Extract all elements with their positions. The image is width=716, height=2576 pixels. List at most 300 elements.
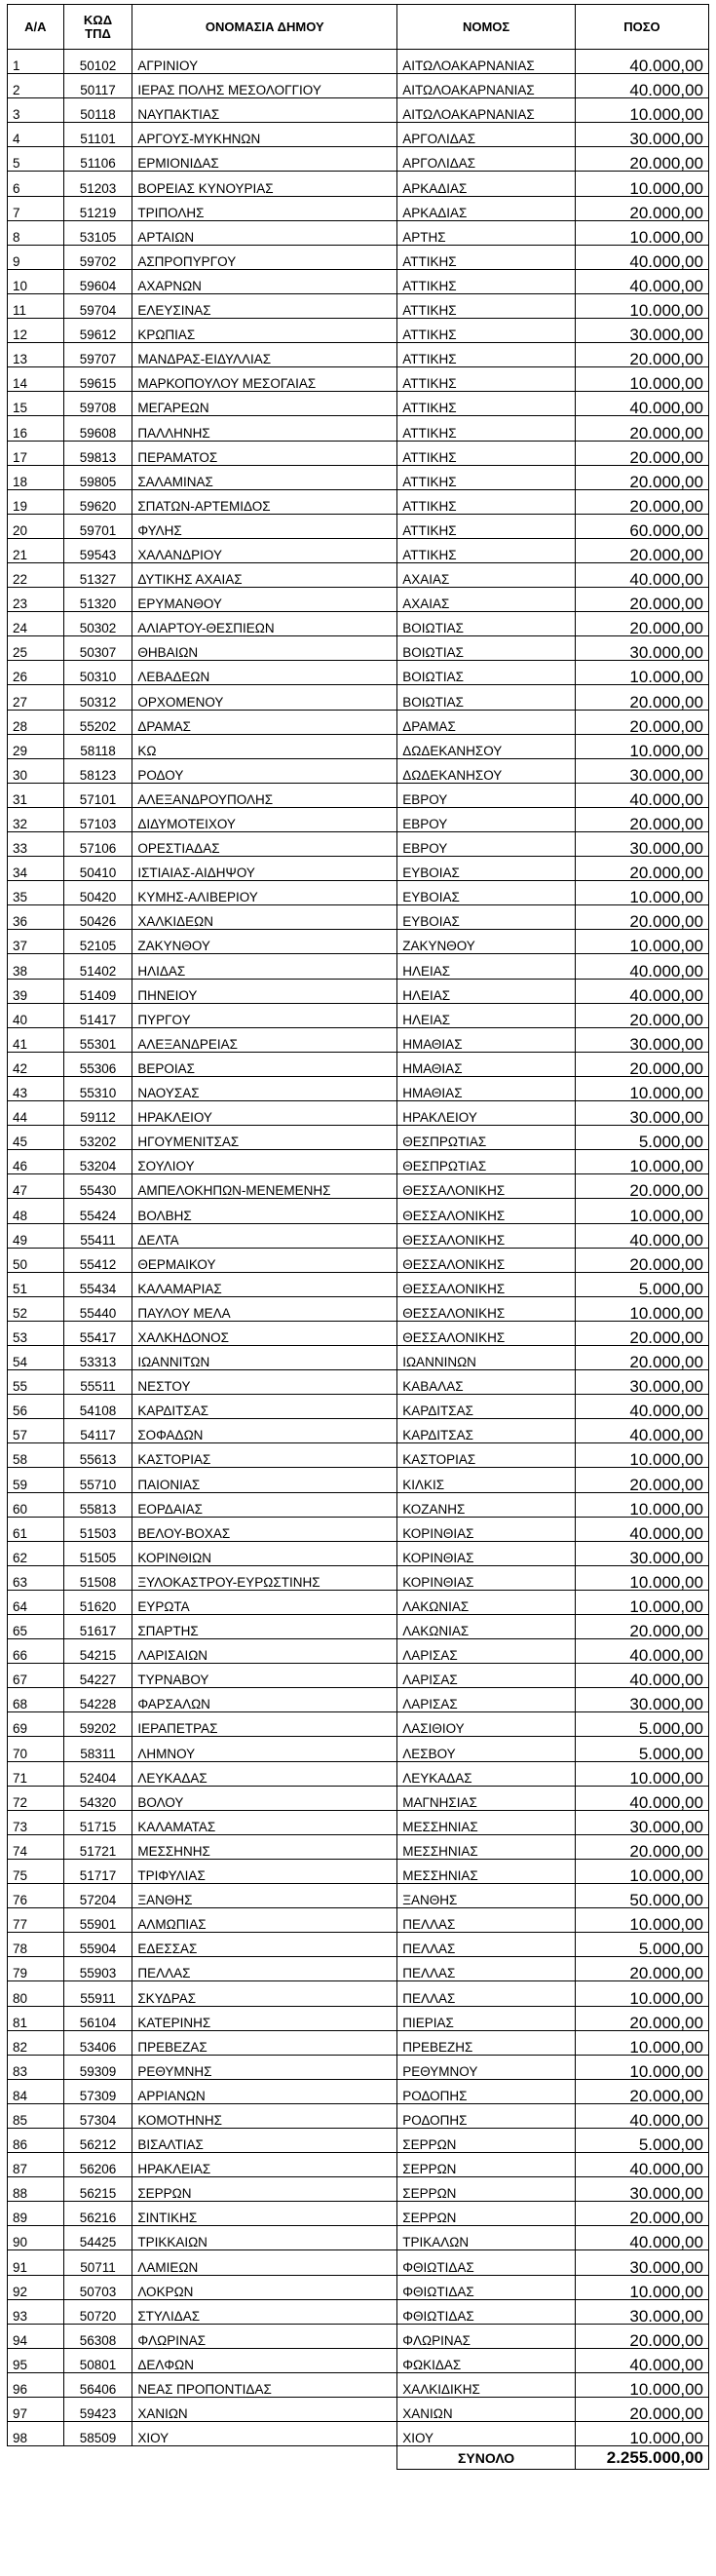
row-index: 9 <box>8 245 64 269</box>
table-row <box>8 905 709 930</box>
table-row <box>8 1345 709 1369</box>
row-municipality: ΑΓΡΙΝΙΟΥ <box>132 50 397 74</box>
row-index: 16 <box>8 416 64 441</box>
row-code: 59423 <box>63 2398 132 2422</box>
row-index: 92 <box>8 2275 64 2299</box>
row-municipality: ΤΡΙΦΥΛΙΑΣ <box>132 1859 397 1883</box>
table-row <box>8 1786 709 1810</box>
row-municipality: ΧΙΟΥ <box>132 2422 397 2446</box>
table-row <box>8 2324 709 2348</box>
row-municipality: ΙΩΑΝΝΙΤΩΝ <box>132 1345 397 1369</box>
table-row <box>8 441 709 465</box>
row-prefecture: ΕΒΡΟΥ <box>397 807 576 831</box>
row-municipality: ΘΗΒΑΙΩΝ <box>132 636 397 661</box>
row-index: 10 <box>8 269 64 293</box>
row-prefecture: ΞΑΝΘΗΣ <box>397 1884 576 1908</box>
row-code: 51402 <box>63 954 132 979</box>
row-municipality: ΧΑΛΑΝΔΡΙΟΥ <box>132 538 397 562</box>
row-prefecture: ΜΕΣΣΗΝΙΑΣ <box>397 1810 576 1834</box>
row-prefecture: ΚΙΛΚΙΣ <box>397 1468 576 1492</box>
row-municipality: ΑΛΕΞΑΝΔΡΟΥΠΟΛΗΣ <box>132 783 397 807</box>
table-row <box>8 245 709 269</box>
row-municipality: ΚΟΡΙΝΘΙΩΝ <box>132 1541 397 1565</box>
row-amount: 5.000,00 <box>575 1272 708 1296</box>
row-index: 14 <box>8 367 64 392</box>
row-amount: 10.000,00 <box>575 367 708 392</box>
row-index: 5 <box>8 147 64 172</box>
row-prefecture: ΦΘΙΩΤΙΔΑΣ <box>397 2250 576 2275</box>
row-municipality: ΧΑΛΚΗΔΟΝΟΣ <box>132 1321 397 1345</box>
row-municipality: ΑΛΙΑΡΤΟΥ-ΘΕΣΠΙΕΩΝ <box>132 612 397 636</box>
row-amount: 10.000,00 <box>575 661 708 685</box>
row-code: 51715 <box>63 1810 132 1834</box>
row-amount: 10.000,00 <box>575 2275 708 2299</box>
row-code: 51503 <box>63 1517 132 1541</box>
row-code: 51101 <box>63 123 132 147</box>
row-prefecture: ΑΡΚΑΔΙΑΣ <box>397 172 576 196</box>
row-amount: 20.000,00 <box>575 2006 708 2030</box>
table-row <box>8 367 709 392</box>
row-amount: 10.000,00 <box>575 2372 708 2397</box>
row-amount: 5.000,00 <box>575 1126 708 1150</box>
row-prefecture: ΑΤΤΙΚΗΣ <box>397 538 576 562</box>
row-index: 39 <box>8 979 64 1003</box>
row-municipality: ΦΛΩΡΙΝΑΣ <box>132 2324 397 2348</box>
row-municipality: ΞΥΛΟΚΑΣΤΡΟΥ-ΕΥΡΩΣΤΙΝΗΣ <box>132 1565 397 1590</box>
row-municipality: ΛΕΒΑΔΕΩΝ <box>132 661 397 685</box>
row-municipality: ΣΚΥΔΡΑΣ <box>132 1981 397 2006</box>
row-municipality: ΛΟΚΡΩΝ <box>132 2275 397 2299</box>
row-amount: 40.000,00 <box>575 1223 708 1248</box>
table-row <box>8 1174 709 1199</box>
row-index: 8 <box>8 220 64 245</box>
table-row <box>8 636 709 661</box>
row-municipality: ΠΡΕΒΕΖΑΣ <box>132 2030 397 2055</box>
row-code: 51717 <box>63 1859 132 1883</box>
row-code: 59707 <box>63 343 132 367</box>
row-code: 53406 <box>63 2030 132 2055</box>
table-row <box>8 489 709 514</box>
row-prefecture: ΒΟΙΩΤΙΑΣ <box>397 636 576 661</box>
row-index: 54 <box>8 1345 64 1369</box>
row-amount: 20.000,00 <box>575 2079 708 2103</box>
row-index: 96 <box>8 2372 64 2397</box>
row-index: 58 <box>8 1443 64 1468</box>
row-prefecture: ΗΡΑΚΛΕΙΟΥ <box>397 1101 576 1126</box>
row-amount: 10.000,00 <box>575 1492 708 1517</box>
row-municipality: ΛΑΡΙΣΑΙΩΝ <box>132 1639 397 1664</box>
row-municipality: ΛΕΥΚΑΔΑΣ <box>132 1761 397 1786</box>
row-amount: 30.000,00 <box>575 123 708 147</box>
row-code: 53313 <box>63 1345 132 1369</box>
row-municipality: ΒΙΣΑΛΤΙΑΣ <box>132 2128 397 2152</box>
row-code: 50410 <box>63 857 132 881</box>
row-municipality: ΙΕΡΑΠΕΤΡΑΣ <box>132 1712 397 1737</box>
table-row <box>8 881 709 905</box>
row-amount: 40.000,00 <box>575 1786 708 1810</box>
row-code: 56104 <box>63 2006 132 2030</box>
row-municipality: ΒΕΡΟΙΑΣ <box>132 1052 397 1076</box>
table-row <box>8 1565 709 1590</box>
table-row <box>8 465 709 489</box>
row-index: 3 <box>8 98 64 123</box>
table-row <box>8 1126 709 1150</box>
row-prefecture: ΦΘΙΩΤΙΔΑΣ <box>397 2275 576 2299</box>
row-municipality: ΝΑΥΠΑΚΤΙΑΣ <box>132 98 397 123</box>
row-municipality: ΔΡΑΜΑΣ <box>132 710 397 734</box>
row-index: 23 <box>8 588 64 612</box>
table-row <box>8 50 709 74</box>
row-index: 44 <box>8 1101 64 1126</box>
row-municipality: ΑΡΡΙΑΝΩΝ <box>132 2079 397 2103</box>
row-municipality: ΜΕΓΑΡΕΩΝ <box>132 392 397 416</box>
row-index: 87 <box>8 2153 64 2177</box>
row-prefecture: ΗΛΕΙΑΣ <box>397 1003 576 1027</box>
row-index: 45 <box>8 1126 64 1150</box>
row-index: 50 <box>8 1248 64 1272</box>
row-prefecture: ΑΤΤΙΚΗΣ <box>397 245 576 269</box>
table-row <box>8 1810 709 1834</box>
table-row <box>8 661 709 685</box>
row-municipality: ΜΑΝΔΡΑΣ-ΕΙΔΥΛΛΙΑΣ <box>132 343 397 367</box>
row-amount: 20.000,00 <box>575 2324 708 2348</box>
row-code: 50312 <box>63 685 132 710</box>
table-row <box>8 2006 709 2030</box>
row-amount: 10.000,00 <box>575 220 708 245</box>
row-municipality: ΣΠΑΡΤΗΣ <box>132 1615 397 1639</box>
row-prefecture: ΑΤΤΙΚΗΣ <box>397 465 576 489</box>
row-prefecture: ΗΜΑΘΙΑΣ <box>397 1052 576 1076</box>
row-amount: 30.000,00 <box>575 758 708 783</box>
row-municipality: ΣΟΦΑΔΩΝ <box>132 1419 397 1443</box>
row-code: 59702 <box>63 245 132 269</box>
row-amount: 20.000,00 <box>575 1321 708 1345</box>
row-index: 35 <box>8 881 64 905</box>
row-amount: 20.000,00 <box>575 588 708 612</box>
row-prefecture: ΑΤΤΙΚΗΣ <box>397 319 576 343</box>
row-code: 59112 <box>63 1101 132 1126</box>
row-prefecture: ΛΕΣΒΟΥ <box>397 1737 576 1761</box>
row-amount: 40.000,00 <box>575 1639 708 1664</box>
row-code: 56308 <box>63 2324 132 2348</box>
row-amount: 40.000,00 <box>575 1664 708 1688</box>
row-prefecture: ΘΕΣΣΑΛΟΝΙΚΗΣ <box>397 1223 576 1248</box>
row-amount: 20.000,00 <box>575 416 708 441</box>
row-code: 50102 <box>63 50 132 74</box>
row-amount: 40.000,00 <box>575 269 708 293</box>
row-municipality: ΣΤΥΛΙΔΑΣ <box>132 2299 397 2324</box>
row-index: 36 <box>8 905 64 930</box>
row-prefecture: ΚΑΣΤΟΡΙΑΣ <box>397 1443 576 1468</box>
table-row <box>8 2202 709 2226</box>
row-municipality: ΧΑΝΙΩΝ <box>132 2398 397 2422</box>
row-amount: 20.000,00 <box>575 1957 708 1981</box>
row-index: 25 <box>8 636 64 661</box>
table-row <box>8 1859 709 1883</box>
row-amount: 50.000,00 <box>575 1884 708 1908</box>
row-amount: 20.000,00 <box>575 1468 708 1492</box>
row-prefecture: ΑΙΤΩΛΟΑΚΑΡΝΑΝΙΑΣ <box>397 50 576 74</box>
row-municipality: ΚΑΣΤΟΡΙΑΣ <box>132 1443 397 1468</box>
row-prefecture: ΑΧΑΙΑΣ <box>397 588 576 612</box>
row-prefecture: ΑΧΑΙΑΣ <box>397 562 576 587</box>
row-prefecture: ΘΕΣΠΡΩΤΙΑΣ <box>397 1126 576 1150</box>
row-prefecture: ΑΡΓΟΛΙΔΑΣ <box>397 123 576 147</box>
row-municipality: ΒΟΛΟΥ <box>132 1786 397 1810</box>
table-row <box>8 2055 709 2079</box>
row-index: 60 <box>8 1492 64 1517</box>
row-code: 58123 <box>63 758 132 783</box>
row-index: 62 <box>8 1541 64 1565</box>
row-municipality: ΕΡΥΜΑΝΘΟΥ <box>132 588 397 612</box>
row-amount: 10.000,00 <box>575 2055 708 2079</box>
row-code: 50720 <box>63 2299 132 2324</box>
row-code: 51320 <box>63 588 132 612</box>
row-index: 59 <box>8 1468 64 1492</box>
row-municipality: ΟΡΕΣΤΙΑΔΑΣ <box>132 832 397 857</box>
row-code: 52105 <box>63 930 132 954</box>
row-amount: 40.000,00 <box>575 1395 708 1419</box>
row-amount: 20.000,00 <box>575 1174 708 1199</box>
row-index: 51 <box>8 1272 64 1296</box>
row-municipality: ΒΟΡΕΙΑΣ ΚΥΝΟΥΡΙΑΣ <box>132 172 397 196</box>
row-municipality: ΕΟΡΔΑΙΑΣ <box>132 1492 397 1517</box>
row-code: 59813 <box>63 441 132 465</box>
table-row <box>8 1199 709 1223</box>
row-code: 50117 <box>63 74 132 98</box>
row-municipality: ΕΛΕΥΣΙΝΑΣ <box>132 293 397 318</box>
row-municipality: ΧΑΛΚΙΔΕΩΝ <box>132 905 397 930</box>
row-code: 55911 <box>63 1981 132 2006</box>
table-row <box>8 1003 709 1027</box>
row-amount: 10.000,00 <box>575 1150 708 1174</box>
row-index: 38 <box>8 954 64 979</box>
row-amount: 40.000,00 <box>575 562 708 587</box>
table-row <box>8 734 709 758</box>
row-prefecture: ΕΥΒΟΙΑΣ <box>397 881 576 905</box>
row-code: 53105 <box>63 220 132 245</box>
row-amount: 20.000,00 <box>575 441 708 465</box>
row-code: 52404 <box>63 1761 132 1786</box>
row-index: 30 <box>8 758 64 783</box>
row-code: 55904 <box>63 1933 132 1957</box>
row-index: 97 <box>8 2398 64 2422</box>
row-amount: 10.000,00 <box>575 1761 708 1786</box>
table-row <box>8 1908 709 1933</box>
table-row <box>8 293 709 318</box>
table-row <box>8 1468 709 1492</box>
row-index: 64 <box>8 1590 64 1614</box>
row-prefecture: ΡΟΔΟΠΗΣ <box>397 2079 576 2103</box>
row-index: 47 <box>8 1174 64 1199</box>
table-row <box>8 1150 709 1174</box>
row-municipality: ΑΧΑΡΝΩΝ <box>132 269 397 293</box>
row-prefecture: ΣΕΡΡΩΝ <box>397 2128 576 2152</box>
row-amount: 5.000,00 <box>575 2128 708 2152</box>
total-label: ΣΥΝΟΛΟ <box>397 2446 576 2470</box>
row-code: 51508 <box>63 1565 132 1590</box>
row-index: 6 <box>8 172 64 196</box>
row-municipality: ΠΥΡΓΟΥ <box>132 1003 397 1027</box>
row-index: 80 <box>8 1981 64 2006</box>
row-amount: 5.000,00 <box>575 1933 708 1957</box>
row-index: 29 <box>8 734 64 758</box>
row-index: 93 <box>8 2299 64 2324</box>
row-municipality: ΔΕΛΤΑ <box>132 1223 397 1248</box>
row-prefecture: ΠΙΕΡΙΑΣ <box>397 2006 576 2030</box>
row-code: 56216 <box>63 2202 132 2226</box>
table-row <box>8 2226 709 2250</box>
row-code: 54228 <box>63 1688 132 1712</box>
row-amount: 20.000,00 <box>575 1834 708 1859</box>
row-code: 55813 <box>63 1492 132 1517</box>
row-prefecture: ΠΕΛΛΑΣ <box>397 1981 576 2006</box>
table-row <box>8 1712 709 1737</box>
row-code: 58311 <box>63 1737 132 1761</box>
row-prefecture: ΚΟΖΑΝΗΣ <box>397 1492 576 1517</box>
row-prefecture: ΑΤΤΙΚΗΣ <box>397 367 576 392</box>
row-amount: 40.000,00 <box>575 74 708 98</box>
table-row <box>8 2422 709 2446</box>
row-code: 55901 <box>63 1908 132 1933</box>
row-index: 26 <box>8 661 64 685</box>
row-code: 55440 <box>63 1296 132 1321</box>
table-row <box>8 954 709 979</box>
row-code: 57106 <box>63 832 132 857</box>
row-code: 54320 <box>63 1786 132 1810</box>
table-row <box>8 685 709 710</box>
row-amount: 20.000,00 <box>575 1345 708 1369</box>
row-index: 56 <box>8 1395 64 1419</box>
row-amount: 60.000,00 <box>575 514 708 538</box>
row-amount: 40.000,00 <box>575 245 708 269</box>
row-index: 69 <box>8 1712 64 1737</box>
row-index: 20 <box>8 514 64 538</box>
row-code: 50118 <box>63 98 132 123</box>
row-municipality: ΛΑΜΙΕΩΝ <box>132 2250 397 2275</box>
row-municipality: ΝΑΟΥΣΑΣ <box>132 1076 397 1100</box>
row-code: 55417 <box>63 1321 132 1345</box>
row-amount: 30.000,00 <box>575 2177 708 2202</box>
row-code: 54227 <box>63 1664 132 1688</box>
row-prefecture: ΕΒΡΟΥ <box>397 832 576 857</box>
row-amount: 40.000,00 <box>575 2103 708 2128</box>
row-prefecture: ΛΑΣΙΘΙΟΥ <box>397 1712 576 1737</box>
row-prefecture: ΘΕΣΣΑΛΟΝΙΚΗΣ <box>397 1174 576 1199</box>
row-amount: 30.000,00 <box>575 636 708 661</box>
row-prefecture: ΛΑΡΙΣΑΣ <box>397 1664 576 1688</box>
row-prefecture: ΘΕΣΣΑΛΟΝΙΚΗΣ <box>397 1321 576 1345</box>
row-prefecture: ΑΡΚΑΔΙΑΣ <box>397 196 576 220</box>
row-municipality: ΠΗΝΕΙΟΥ <box>132 979 397 1003</box>
table-row <box>8 710 709 734</box>
row-prefecture: ΔΡΑΜΑΣ <box>397 710 576 734</box>
row-code: 50711 <box>63 2250 132 2275</box>
row-amount: 40.000,00 <box>575 783 708 807</box>
row-index: 75 <box>8 1859 64 1883</box>
row-prefecture: ΑΤΤΙΚΗΣ <box>397 293 576 318</box>
row-amount: 40.000,00 <box>575 50 708 74</box>
row-prefecture: ΦΘΙΩΤΙΔΑΣ <box>397 2299 576 2324</box>
row-municipality: ΜΑΡΚΟΠΟΥΛΟΥ ΜΕΣΟΓΑΙΑΣ <box>132 367 397 392</box>
row-prefecture: ΑΡΓΟΛΙΔΑΣ <box>397 147 576 172</box>
row-municipality: ΠΑΥΛΟΥ ΜΕΛΑ <box>132 1296 397 1321</box>
table-row <box>8 2299 709 2324</box>
row-index: 42 <box>8 1052 64 1076</box>
row-code: 59612 <box>63 319 132 343</box>
row-code: 54425 <box>63 2226 132 2250</box>
table-row <box>8 2153 709 2177</box>
table-row <box>8 1419 709 1443</box>
table-row <box>8 1615 709 1639</box>
total-row <box>8 2446 709 2470</box>
table-row <box>8 2250 709 2275</box>
row-code: 54117 <box>63 1419 132 1443</box>
table-row <box>8 1884 709 1908</box>
table-row <box>8 2398 709 2422</box>
row-index: 28 <box>8 710 64 734</box>
row-prefecture: ΡΟΔΟΠΗΣ <box>397 2103 576 2128</box>
row-amount: 40.000,00 <box>575 1419 708 1443</box>
row-code: 51219 <box>63 196 132 220</box>
row-index: 34 <box>8 857 64 881</box>
row-amount: 20.000,00 <box>575 857 708 881</box>
row-prefecture: ΛΑΚΩΝΙΑΣ <box>397 1615 576 1639</box>
row-code: 57309 <box>63 2079 132 2103</box>
row-amount: 10.000,00 <box>575 930 708 954</box>
row-municipality: ΖΑΚΥΝΘΟΥ <box>132 930 397 954</box>
row-municipality: ΑΜΠΕΛΟΚΗΠΩΝ-ΜΕΝΕΜΕΝΗΣ <box>132 1174 397 1199</box>
row-index: 41 <box>8 1027 64 1052</box>
row-municipality: ΣΟΥΛΙΟΥ <box>132 1150 397 1174</box>
row-amount: 10.000,00 <box>575 2422 708 2446</box>
row-prefecture: ΗΛΕΙΑΣ <box>397 979 576 1003</box>
table-row <box>8 196 709 220</box>
table-row <box>8 1027 709 1052</box>
row-prefecture: ΙΩΑΝΝΙΝΩΝ <box>397 1345 576 1369</box>
row-prefecture: ΚΑΡΔΙΤΣΑΣ <box>397 1395 576 1419</box>
row-prefecture: ΗΜΑΘΙΑΣ <box>397 1076 576 1100</box>
row-municipality: ΙΕΡΑΣ ΠΟΛΗΣ ΜΕΣΟΛΟΓΓΙΟΥ <box>132 74 397 98</box>
total-empty-cell <box>8 2446 397 2470</box>
row-code: 57204 <box>63 1884 132 1908</box>
row-amount: 10.000,00 <box>575 881 708 905</box>
row-prefecture: ΕΥΒΟΙΑΣ <box>397 905 576 930</box>
table-row <box>8 2275 709 2299</box>
row-code: 55613 <box>63 1443 132 1468</box>
row-code: 55434 <box>63 1272 132 1296</box>
row-municipality: ΦΑΡΣΑΛΩΝ <box>132 1688 397 1712</box>
table-row <box>8 1517 709 1541</box>
row-municipality: ΑΣΠΡΟΠΥΡΓΟΥ <box>132 245 397 269</box>
row-amount: 40.000,00 <box>575 954 708 979</box>
row-municipality: ΗΓΟΥΜΕΝΙΤΣΑΣ <box>132 1126 397 1150</box>
table-row <box>8 319 709 343</box>
row-code: 51409 <box>63 979 132 1003</box>
row-index: 88 <box>8 2177 64 2202</box>
table-row <box>8 979 709 1003</box>
row-amount: 10.000,00 <box>575 2030 708 2055</box>
table-row <box>8 1443 709 1468</box>
row-municipality: ΘΕΡΜΑΙΚΟΥ <box>132 1248 397 1272</box>
row-amount: 20.000,00 <box>575 1052 708 1076</box>
row-municipality: ΚΩ <box>132 734 397 758</box>
row-index: 32 <box>8 807 64 831</box>
row-municipality: ΒΟΛΒΗΣ <box>132 1199 397 1223</box>
row-index: 98 <box>8 2422 64 2446</box>
row-code: 53204 <box>63 1150 132 1174</box>
table-row <box>8 562 709 587</box>
